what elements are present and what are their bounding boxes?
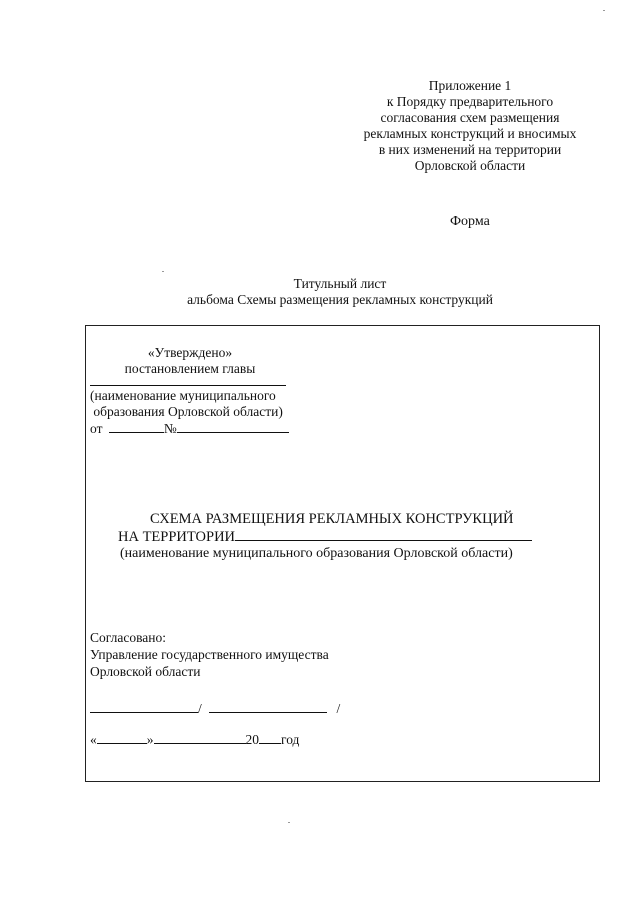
year-blank [259,731,281,744]
approved-block [90,345,290,436]
title-line-2: альбома Схемы размещения рекламных конструкций [187,292,493,307]
appendix-line: рекламных конструкций и вносимых [363,126,577,141]
scheme-territory-row [118,528,532,545]
year-suffix: год [281,732,300,747]
appendix-line: согласования схем размещения [380,110,560,125]
appendix-header [340,78,600,174]
decree-number-blank [177,420,289,433]
number-label: № [163,421,177,436]
scan-speck [288,822,290,823]
date-row [90,731,299,748]
scan-speck [603,10,605,11]
title-line-1: Титульный лист [293,276,387,291]
signature-separator: / [198,701,202,716]
decree-date-blank [109,420,164,433]
agreed-label: Согласовано: [90,630,166,645]
approved-subheading: постановлением главы [124,361,256,376]
name-blank [209,700,327,713]
approved-caption-1: (наименование муниципального [90,388,276,403]
agreed-org-line-1: Управление государственного имущества [90,647,329,662]
territory-blank [235,528,532,541]
appendix-line: Приложение 1 [428,78,512,93]
month-blank [154,731,246,744]
form-label: Форма [450,214,490,229]
scheme-caption: (наименование муниципального образования Орловской области) [120,546,513,561]
title-block [140,276,540,308]
approved-caption-2: образования Орловской области) [90,404,283,419]
signature-blank [90,700,198,713]
approved-heading: «Утверждено» [147,345,233,360]
appendix-line: к Порядку предварительного [386,94,554,109]
agreed-org-line-2: Орловской области [90,664,201,679]
agreed-block [90,630,329,681]
from-label: от [90,421,103,436]
signature-separator: / [336,701,341,716]
appendix-line: Орловской области [414,158,526,173]
scan-speck [162,271,164,272]
signature-row [90,700,340,717]
day-blank [97,731,147,744]
close-quote: » [146,732,154,747]
scheme-territory-label: НА ТЕРРИТОРИИ [118,529,236,545]
head-name-line [90,377,286,386]
appendix-line: в них изменений на территории [378,142,562,157]
scheme-title: СХЕМА РАЗМЕЩЕНИЯ РЕКЛАМНЫХ КОНСТРУКЦИЙ [150,511,514,527]
year-prefix: 20 [245,732,259,747]
open-quote: « [90,732,97,747]
decree-number-row [90,420,290,436]
